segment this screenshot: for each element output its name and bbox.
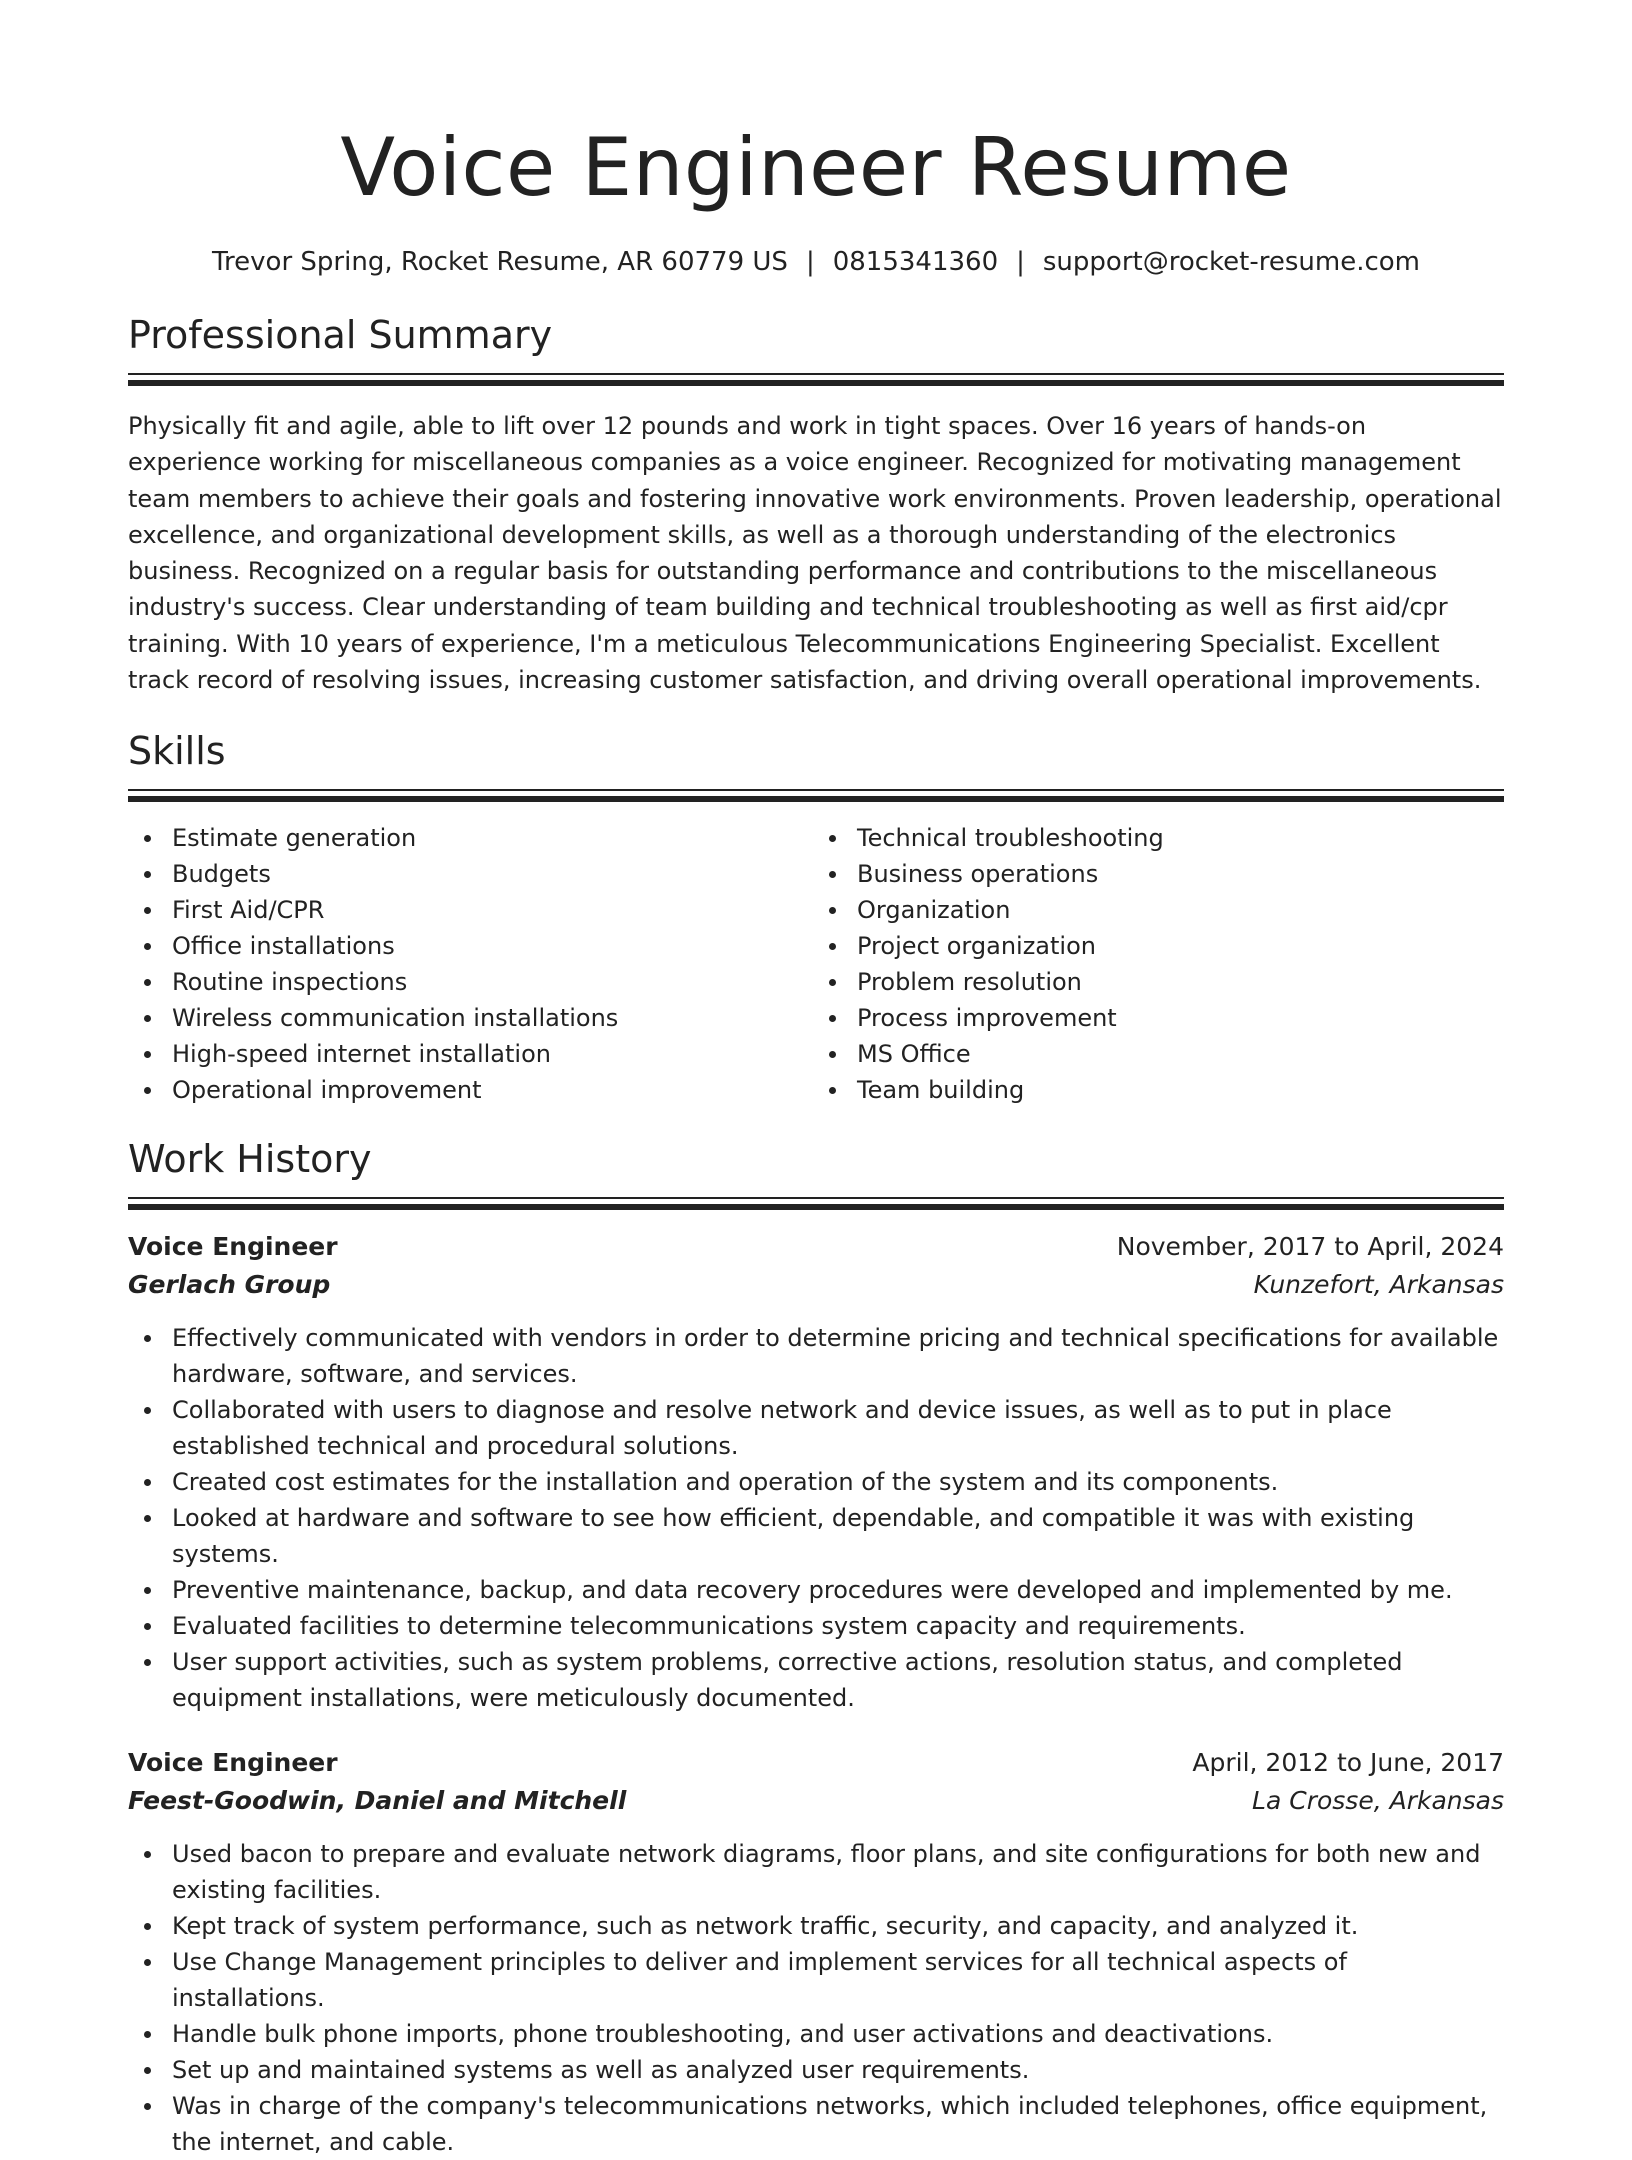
skill-item: Technical troubleshooting: [857, 820, 1492, 856]
contact-separator: |: [1016, 247, 1025, 277]
skill-item: Project organization: [857, 928, 1492, 964]
job-company: Feest-Goodwin, Daniel and Mitchell: [128, 1786, 627, 1816]
summary-heading: Professional Summary: [128, 313, 553, 357]
job-subheader: [128, 1782, 1504, 1820]
skill-item: High-speed internet installation: [172, 1036, 807, 1072]
job-bullet: Looked at hardware and software to see how efficient, dependable, and compatible it was with existing systems.: [172, 1500, 1504, 1572]
page-title: Voice Engineer Resume: [340, 121, 1292, 214]
skill-item: First Aid/CPR: [172, 892, 807, 928]
resume-page: [128, 0, 1504, 2160]
contact-phone: 0815341360: [832, 247, 999, 277]
job-bullet: Use Change Management principles to deliver and implement services for all technical aspects of installations.: [172, 1944, 1504, 2016]
job-location: La Crosse, Arkansas: [1252, 1786, 1504, 1816]
skills-heading: Skills: [128, 729, 226, 774]
skill-item: Business operations: [857, 856, 1492, 892]
job-bullet: Was in charge of the company's telecommunications networks, which included telephones, office equipment, the internet, and cable.: [172, 2088, 1504, 2160]
section-divider: [128, 373, 1504, 375]
job-bullet: Handle bulk phone imports, phone troubleshooting, and user activations and deactivations.: [172, 2016, 1504, 2052]
job-dates: November, 2017 to April, 2024: [1116, 1232, 1504, 1262]
skills-list-left: [128, 820, 807, 1108]
summary-text: Physically fit and agile, able to lift over 12 pounds and work in tight spaces. Over 16 years of hands-on experience working for miscellaneous companies as a voice engineer. Recognized for motivating management team members to achieve their goals and fostering innovative work environments. Proven leadership, operational excellence, and organizational development skills, as well as a thorough understanding of the electronics business. Recognized on a regular basis for outstanding performance and contributions to the miscellaneous industry's success. Clear understanding of team building and technical troubleshooting as well as first aid/cpr training. With 10 years of experience, I'm a meticulous Telecommunications Engineering Specialist. Excellent track record of resolving issues, increasing customer satisfaction, and driving overall operational improvements.: [128, 412, 1502, 695]
skill-item: Wireless communication installations: [172, 1000, 807, 1036]
job-entry: [128, 1744, 1504, 2160]
summary-section: [128, 310, 1504, 698]
contact-separator: |: [805, 247, 815, 277]
section-divider-thick: [128, 380, 1504, 386]
job-bullet: Kept track of system performance, such as network traffic, security, and capacity, and analyzed it.: [172, 1908, 1504, 1944]
job-dates: April, 2012 to June, 2017: [1192, 1748, 1504, 1778]
job-header: [128, 1744, 1504, 1782]
job-bullet: Evaluated facilities to determine telecommunications system capacity and requirements.: [172, 1608, 1504, 1644]
skill-item: Organization: [857, 892, 1492, 928]
job-title: Voice Engineer: [128, 1232, 338, 1262]
skills-columns: [128, 820, 1504, 1108]
skills-section: [128, 726, 1504, 1108]
section-divider-thick: [128, 796, 1504, 802]
skill-item: Budgets: [172, 856, 807, 892]
job-entry: [128, 1228, 1504, 1716]
work-history-heading: Work History: [128, 1137, 372, 1182]
section-divider: [128, 789, 1504, 791]
job-bullet: Preventive maintenance, backup, and data recovery procedures were developed and implemented by me.: [172, 1572, 1504, 1608]
job-bullet: Created cost estimates for the installation and operation of the system and its components.: [172, 1464, 1504, 1500]
job-bullets: [128, 1836, 1504, 2160]
section-divider-thick: [128, 1204, 1504, 1210]
job-bullet: Set up and maintained systems as well as analyzed user requirements.: [172, 2052, 1504, 2088]
skill-item: Team building: [857, 1072, 1492, 1108]
contact-line: [128, 244, 1504, 280]
contact-address: Trevor Spring, Rocket Resume, AR 60779 US: [212, 247, 788, 277]
job-bullets: [128, 1320, 1504, 1716]
skill-item: Problem resolution: [857, 964, 1492, 1000]
job-bullet: Effectively communicated with vendors in order to determine pricing and technical specifications for available hardware, software, and services.: [172, 1320, 1504, 1392]
skill-item: Process improvement: [857, 1000, 1492, 1036]
skills-list-right: [807, 820, 1492, 1108]
skill-item: Routine inspections: [172, 964, 807, 1000]
job-company: Gerlach Group: [128, 1270, 331, 1300]
section-divider: [128, 1197, 1504, 1199]
skill-item: MS Office: [857, 1036, 1492, 1072]
contact-email: support@rocket-resume.com: [1042, 247, 1420, 277]
job-title: Voice Engineer: [128, 1748, 338, 1778]
job-bullet: Used bacon to prepare and evaluate network diagrams, floor plans, and site configurations for both new and existing facilities.: [172, 1836, 1504, 1908]
skill-item: Estimate generation: [172, 820, 807, 856]
job-subheader: [128, 1266, 1504, 1304]
work-history-section: [128, 1134, 1504, 2160]
job-location: Kunzefort, Arkansas: [1253, 1270, 1504, 1300]
skill-item: Operational improvement: [172, 1072, 807, 1108]
job-bullet: Collaborated with users to diagnose and resolve network and device issues, as well as to put in place established technical and procedural solutions.: [172, 1392, 1504, 1464]
job-bullet: User support activities, such as system problems, corrective actions, resolution status, and completed equipment installations, were meticulously documented.: [172, 1644, 1504, 1716]
job-header: [128, 1228, 1504, 1266]
skill-item: Office installations: [172, 928, 807, 964]
